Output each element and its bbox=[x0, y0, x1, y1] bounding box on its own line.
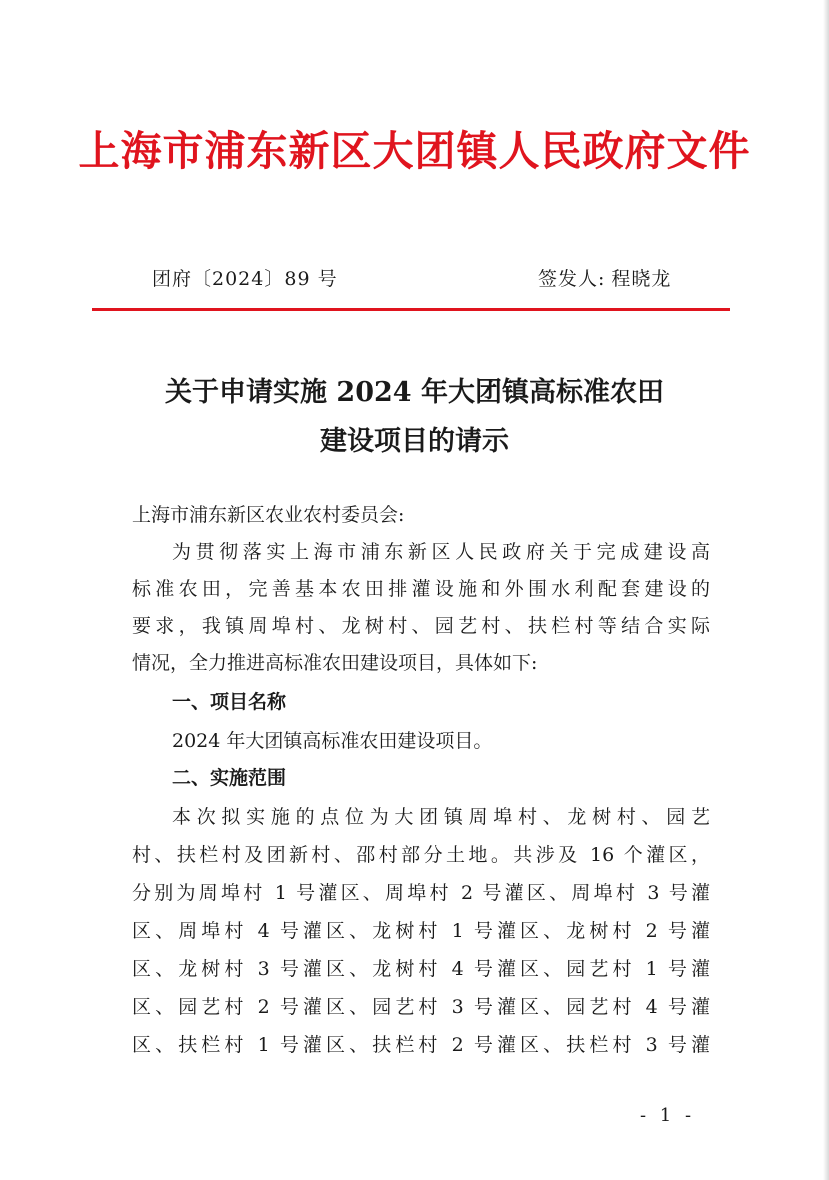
paragraph-2-line-2: 村、扶栏村及团新村、邵村部分土地。共涉及 16 个灌区， bbox=[132, 844, 710, 866]
paragraph-2-line-7: 区、扶栏村 1 号灌区、扶栏村 2 号灌区、扶栏村 3 号灌 bbox=[132, 1034, 710, 1056]
paragraph-2-line-1: 本次拟实施的点位为大团镇周埠村、龙树村、园艺 bbox=[172, 806, 710, 828]
document-title-line-2: 建设项目的请示 bbox=[320, 426, 509, 457]
document-title-line-1: 关于申请实施 2024 年大团镇高标准农田 bbox=[165, 377, 664, 408]
paragraph-1-line-1: 为贯彻落实上海市浦东新区人民政府关于完成建设高 bbox=[172, 541, 710, 563]
paragraph-1-line-4: 情况，全力推进高标准农田建设项目，具体如下: bbox=[132, 652, 538, 674]
issuer-label: 签发人: bbox=[538, 268, 606, 290]
paragraph-2-line-6: 区、园艺村 2 号灌区、园艺村 3 号灌区、园艺村 4 号灌 bbox=[132, 996, 710, 1018]
section-heading-1: 一、项目名称 bbox=[172, 691, 287, 713]
paragraph-2-line-5: 区、龙树村 3 号灌区、龙树村 4 号灌区、园艺村 1 号灌 bbox=[132, 958, 710, 980]
paragraph-1-line-2: 标准农田，完善基本农田排灌设施和外围水利配套建设的 bbox=[132, 578, 710, 600]
page-number: - 1 - bbox=[640, 1105, 696, 1126]
section-heading-2: 二、实施范围 bbox=[172, 767, 287, 789]
paragraph-2-line-3: 分别为周埠村 1 号灌区、周埠村 2 号灌区、周埠村 3 号灌 bbox=[132, 882, 710, 904]
paragraph-1-line-3: 要求，我镇周埠村、龙树村、园艺村、扶栏村等结合实际 bbox=[132, 615, 710, 637]
document-red-header: 上海市浦东新区大团镇人民政府文件 bbox=[78, 127, 751, 175]
issuer-name: 程晓龙 bbox=[611, 268, 672, 290]
paragraph-2-line-4: 区、周埠村 4 号灌区、龙树村 1 号灌区、龙树村 2 号灌 bbox=[132, 920, 710, 942]
project-name: 2024 年大团镇高标准农田建设项目。 bbox=[172, 730, 493, 752]
document-number: 团府〔2024〕89 号 bbox=[152, 268, 338, 290]
page-edge-shadow bbox=[823, 0, 829, 1180]
red-separator-line bbox=[92, 308, 730, 311]
issuer bbox=[538, 264, 671, 291]
addressee: 上海市浦东新区农业农村委员会: bbox=[132, 504, 405, 526]
